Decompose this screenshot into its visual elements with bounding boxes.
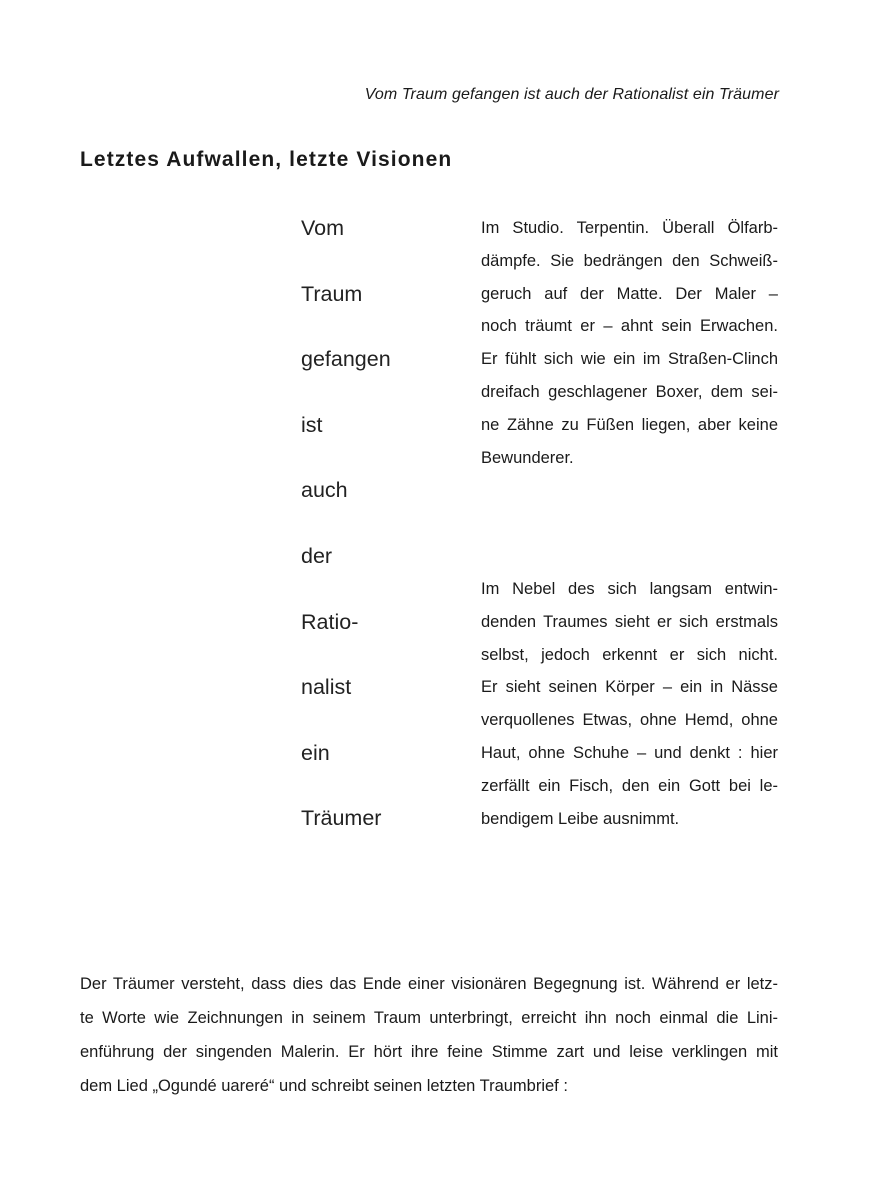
chapter-title: Letztes Aufwallen, letzte Visionen	[80, 148, 453, 171]
column-word: nalist	[301, 675, 352, 700]
prose-line: Haut, ohne Schuhe – und denkt : hier	[481, 743, 778, 762]
prose-line: dreifach geschlagener Boxer, dem sei-	[481, 382, 778, 401]
prose-line: Im Studio. Terpentin. Überall Ölfarb-	[481, 219, 778, 237]
prose-line: denden Traumes sieht er sich erstmals	[481, 612, 778, 631]
column-word: gefangen	[301, 347, 391, 372]
prose-line: Bewunderer.	[481, 448, 574, 467]
running-head: Vom Traum gefangen ist auch der Rationalist ein Träumer	[364, 86, 779, 103]
column-word: Traum	[301, 281, 363, 306]
column-word: Träumer	[301, 806, 382, 831]
prose-block-studio	[481, 212, 778, 474]
paragraph-line: enführung der singenden Malerin. Er hört ihre feine Stimme zart und leise verklingen mit	[80, 1043, 778, 1061]
prose-line: dämpfe. Sie bedrängen den Schweiß-	[481, 251, 778, 270]
column-word: ein	[301, 740, 330, 765]
vertical-word-column	[301, 212, 441, 868]
prose-line: ne Zähne zu Füßen liegen, aber keine	[481, 415, 778, 434]
paragraph-line: Der Träumer versteht, dass dies das Ende einer visionären Begegnung ist. Während er letz-	[80, 975, 778, 993]
prose-line: selbst, jedoch erkennt er sich nicht.	[481, 645, 778, 664]
paragraph-line: te Worte wie Zeichnungen in seinem Traum unterbringt, erreicht ihn noch einmal die Lini-	[80, 1009, 778, 1027]
closing-paragraph	[80, 967, 778, 1103]
column-word: Vom	[301, 216, 345, 240]
column-word: der	[301, 543, 333, 568]
prose-block-nebel	[481, 573, 778, 835]
column-word: auch	[301, 478, 348, 503]
prose-line: verquollenes Etwas, ohne Hemd, ohne	[481, 711, 778, 730]
column-word: Ratio-	[301, 609, 359, 634]
paragraph-line: dem Lied „Ogundé uareré“ und schreibt seinen letzten Traumbrief :	[80, 1077, 568, 1095]
prose-line: Im Nebel des sich langsam entwin-	[481, 580, 778, 598]
prose-line: bendigem Leibe ausnimmt.	[481, 809, 680, 828]
prose-line: zerfällt ein Fisch, den ein Gott bei le-	[481, 776, 778, 795]
column-word: ist	[301, 412, 323, 437]
prose-line: Er fühlt sich wie ein im Straßen-Clinch	[481, 350, 778, 369]
prose-line: Er sieht seinen Körper – ein in Nässe	[481, 678, 778, 697]
prose-line: geruch auf der Matte. Der Maler –	[481, 284, 778, 303]
prose-line: noch träumt er – ahnt sein Erwachen.	[481, 317, 778, 336]
